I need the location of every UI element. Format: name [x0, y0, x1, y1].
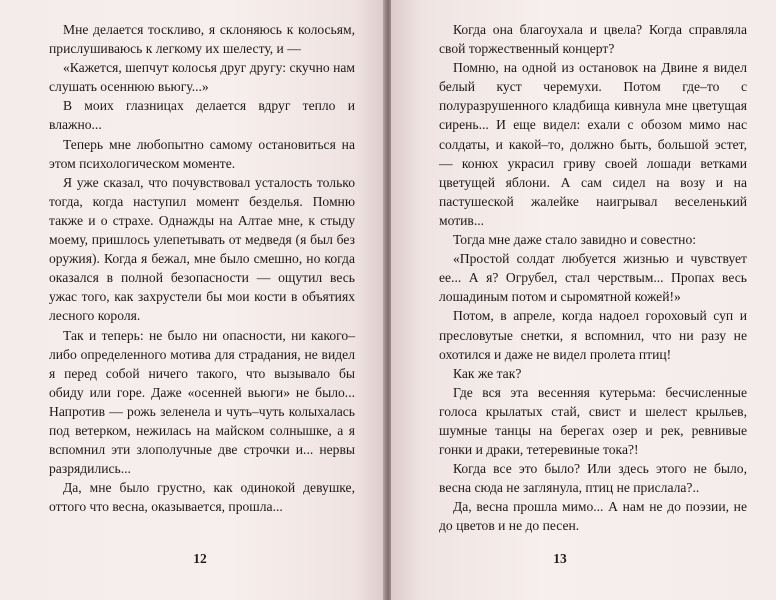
paragraph: Когда все это было? Или здесь этого не было, весна сюда не заглянула, птиц не прислала?..	[439, 461, 747, 496]
paragraph: Мне делается тоскливо, я склоняюсь к колосьям, прислушиваюсь к легкому их шелесту, и —	[49, 22, 355, 57]
left-page	[0, 0, 385, 600]
paragraph: Так и теперь: не было ни опасности, ни какого–либо определенного мотива для страдания, не видел я перед собой ничего такого, что вызывало бы обиду или горе. Даже «осенней вьюги» не было... Напротив — рожь зеленела и чуть–чуть колыхалась под ветерком, нежилась на майском солнышке, а я вспомнил эти злополучные две строчки и... нервы разрядились...	[49, 327, 355, 477]
paragraph: Да, мне было грустно, как одинокой девушке, оттого что весна, оказывается, прошла...	[49, 480, 355, 515]
right-page	[391, 0, 776, 600]
paragraph: Тогда мне даже стало завидно и совестно:	[453, 232, 697, 248]
right-page-text	[439, 20, 747, 536]
paragraph: Да, весна прошла мимо... А нам не до поэзии, не до цветов и не до песен.	[439, 499, 747, 534]
paragraph: «Простой солдат любуется жизнью и чувствует ее... А я? Огрубел, стал черствым... Пропах весь лошадиным потом и сыромятной кожей!»	[439, 251, 747, 305]
paragraph: Где вся эта весенняя кутерьма: бесчисленные голоса крылатых стай, свист и шелест крыльев, шумные танцы на берегах озер и рек, ревнивые гонки и драки, тетеревиные тока?!	[439, 384, 747, 458]
page-number: 13	[553, 551, 567, 566]
paragraph: «Кажется, шепчут колосья друг другу: скучно нам слушать осеннюю вьюгу...»	[49, 60, 355, 95]
left-page-text	[49, 20, 355, 516]
paragraph: Как же так?	[453, 365, 522, 381]
paragraph: Теперь мне любопытно самому остановиться на этом психологическом моменте.	[49, 136, 355, 171]
paragraph: Я уже сказал, что почувствовал усталость только тогда, когда наступил момент безделья. Помню также и о страхе. Однажды на Алтае мне, к стыду моему, пришлось улепетывать от медведя (я был без оружия). Когда я бежал, мне было смешно, но когда оказался в полной безопасности — ощутил весь ужас того, как захрустели бы мои кости в объятиях лесного короля.	[49, 174, 355, 324]
paragraph: Когда она благоухала и цвела? Когда справляла свой торжественный концерт?	[439, 22, 747, 57]
page-number: 12	[193, 551, 207, 566]
paragraph: Потом, в апреле, когда надоел гороховый суп и пресловутые снетки, я вспомнил, что ни разу не охотился и даже не видел пролета птиц!	[439, 308, 747, 362]
paragraph: В моих глазницах делается вдруг тепло и влажно...	[49, 98, 355, 133]
paragraph: Помню, на одной из остановок на Двине я видел белый куст черемухи. Потом где–то с полуразрушенного кладбища кивнула мне цветущая сирень... И еще видел: ехали с обозом мимо нас солдаты, и какой–то, должно быть, большой эстет, — конюх украсил гриву своей лошади ветками цветущей яблони. А сам сидел на возу и на пастушеской жалейке наигрывал веселенький мотив...	[439, 60, 747, 228]
